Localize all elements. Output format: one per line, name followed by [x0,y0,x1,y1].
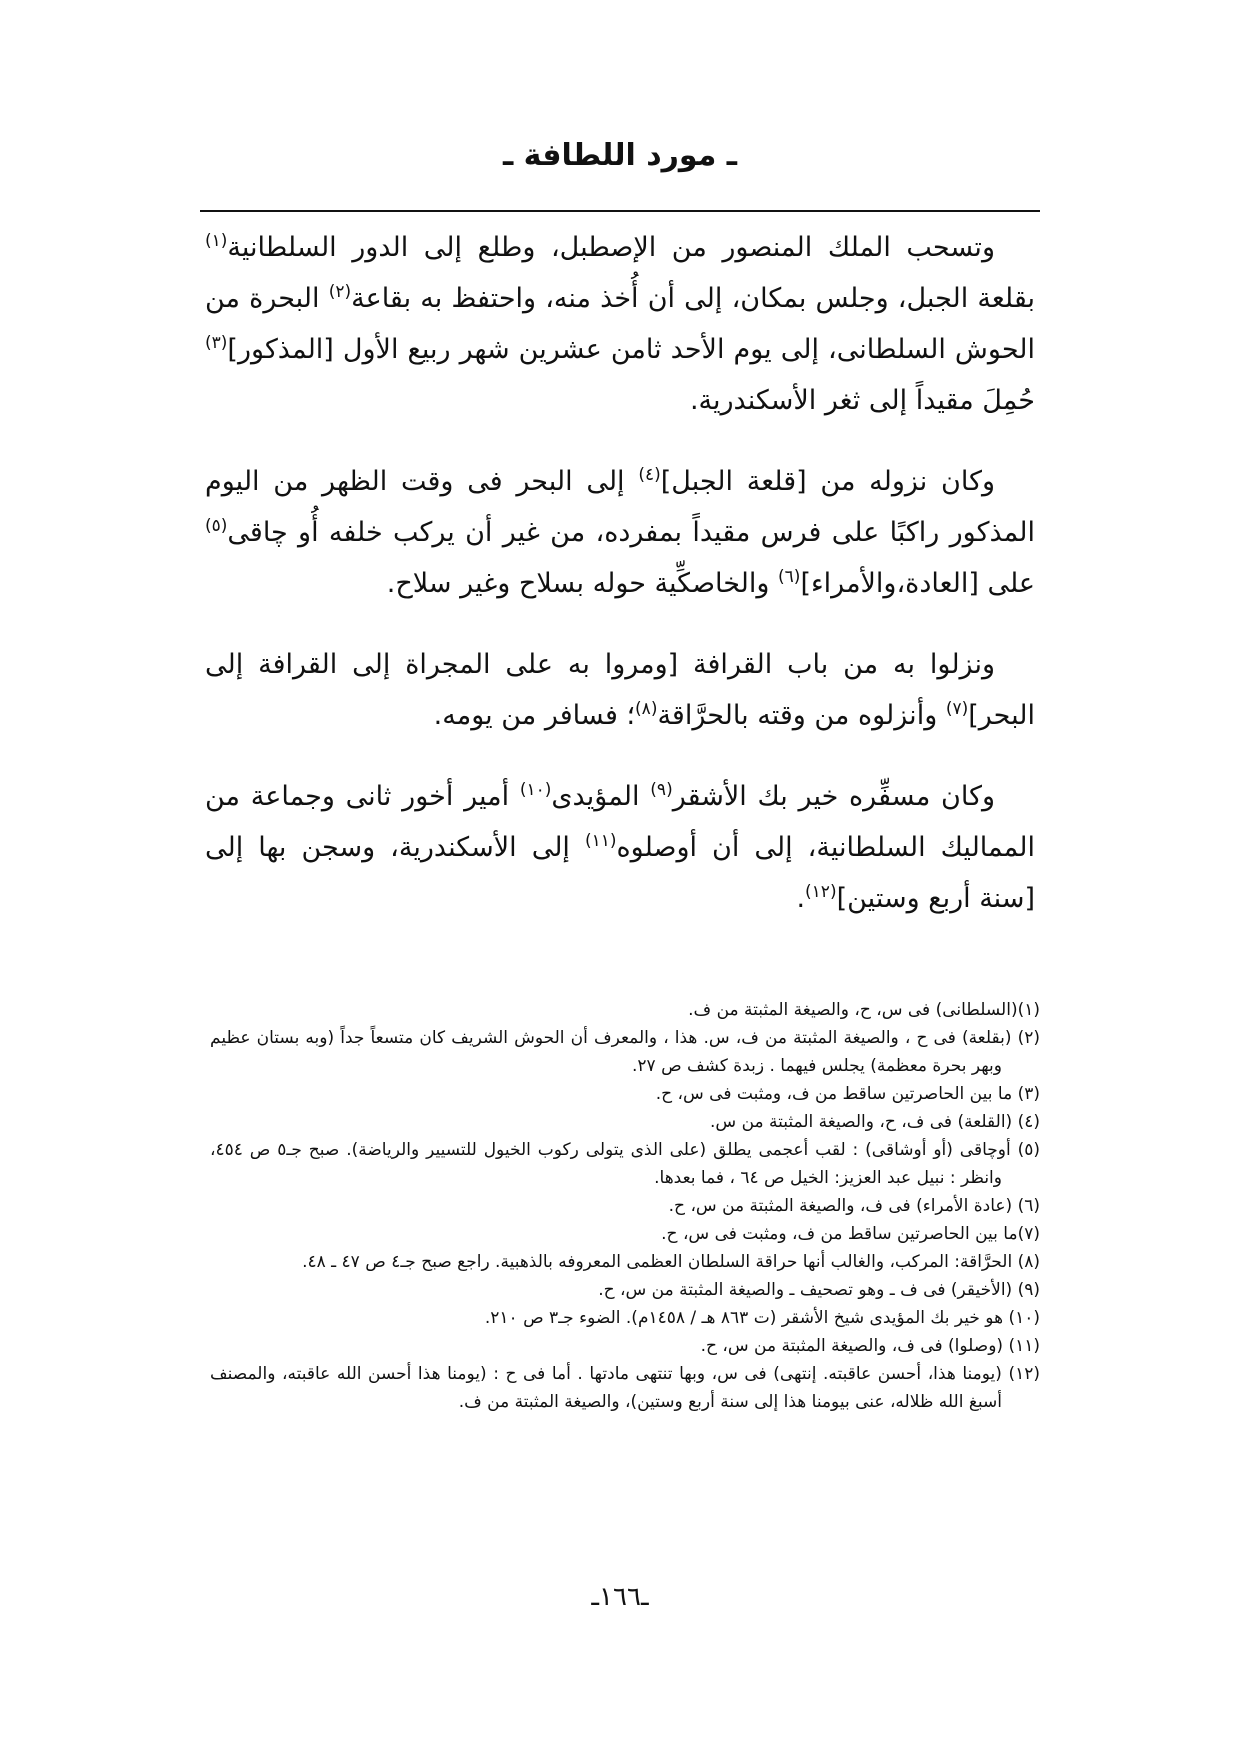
footnote-reference: (١٢) [805,882,837,902]
footnote-item: (٢) (بقلعة) فى ح ، والصيغة المثبتة من ف، س. هذا ، والمعرف أن الحوش الشريف كان متسعاً جداً (وبه بستان عظيم وبهر بحرة معظمة) يجلس فيهما . زبدة كشف ص ٢٧. [210,1028,1040,1076]
paragraph-text: إلى البحر فى وقت الظهر من اليوم المذكور راكبًا على فرس مقيداً بمفرده، من غير أن يركب خلفه أُو چاقى [205,466,1035,548]
paragraph-text: البحرة من الحوش السلطانى، إلى يوم الأحد ثامن عشرين شهر ربيع الأول [المذكور] [205,283,1035,365]
footnote-reference: (٩) [650,780,673,800]
footnote-reference: (٢) [328,282,352,302]
footnote-reference: (٨) [635,699,658,719]
footnote-reference: (٤) [638,465,661,485]
body-paragraph [205,639,1035,741]
paragraph-text: إلى الأسكندرية، وسجن بها إلى [سنة أربع وستين] [205,832,1035,914]
paragraph-text: والخاصكِّية حوله بسلاح وغير سلاح. [386,568,779,599]
footnote-item: (١)(السلطانى) فى س، ح، والصيغة المثبتة من ف. [688,1000,1040,1020]
paragraph-text: وأنزلوه من وقته بالحرَّاقة [657,700,946,731]
footnote-reference: (٥) [205,516,228,536]
footnote-item: (٨) الحرَّاقة: المركب، والغالب أنها حراقة السلطان العظمى المعروفه بالذهبية. راجع صبح جـ٤ ص ٤٧ ـ ٤٨. [302,1252,1040,1272]
header-rule [200,210,1040,212]
footnote-item: (١١) (وصلوا) فى ف، والصيغة المثبتة من س، ح. [700,1336,1040,1356]
paragraph-text: ونزلوا به من باب القرافة [ومروا به على المجراة إلى القرافة إلى البحر] [205,649,1035,731]
paragraph-text: . [796,883,806,914]
footnote-reference: (٧) [945,699,969,719]
footnotes-section [210,996,1040,1416]
footnote-item: (٧)ما بين الحاصرتين ساقط من ف، ومثبت فى س، ح. [661,1224,1040,1244]
paragraph-text: وكان مسفِّره خير بك الأشقر [672,781,995,812]
body-paragraph [205,222,1035,426]
paragraph-text: حُمِلَ مقيداً إلى ثغر الأسكندرية. [689,385,1035,416]
footnote-item: (١٢) (يومنا هذا، أحسن عاقبته. إنتهى) فى س، وبها تنتهى مادتها . أما فى ح : (يومنا هذا أحسن الله عاقبته، والمصنف أسبغ الله ظلاله، عنى بيومنا هذا إلى سنة أربع وستين)، والصيغة المثبتة من ف. [210,1364,1040,1412]
paragraph-text: ؛ فسافر من يومه. [433,700,636,731]
main-body-text [205,222,1035,924]
running-header-title: ـ مورد اللطافة ـ [502,138,737,173]
body-paragraph [205,771,1035,924]
footnote-item: (٩) (الأخيقر) فى ف ـ وهو تصحيف ـ والصيغة المثبتة من س، ح. [598,1280,1040,1300]
paragraph-text: أمير أخور ثانى وجماعة من المماليك السلطانية، إلى أن أوصلوه [205,781,1035,863]
paragraph-text: وكان نزوله من [قلعة الجبل] [660,466,995,497]
footnote-reference: (٣) [205,333,228,353]
body-paragraph [205,456,1035,609]
footnote-item: (٥) أوچاقى (أو أوشاقى) : لقب أعجمى يطلق (على الذى يتولى ركوب الخيول للتسيير والرياضة). صبح جـ٥ ص ٤٥٤، وانظر : نبيل عبد العزيز: الخيل ص ٦٤ ، فما بعدها. [210,1140,1040,1188]
footnote-reference: (١٠) [519,780,552,800]
footnote-item: (٦) (عادة الأمراء) فى ف، والصيغة المثبتة من س، ح. [668,1196,1040,1216]
paragraph-text: بقلعة الجبل، وجلس بمكان، إلى أن أُخذ منه، واحتفظ به بقاعة [351,283,1036,314]
footnote-item: (٣) ما بين الحاصرتين ساقط من ف، ومثبت فى س، ح. [655,1084,1040,1104]
footnote-reference: (١) [205,231,228,251]
paragraph-text: على [العادة،والأمراء] [800,568,1035,599]
paragraph-text: وتسحب الملك المنصور من الإصطبل، وطلع إلى الدور السلطانية [227,232,995,263]
footnote-reference: (٦) [778,567,801,587]
paragraph-text: المؤيدى [551,781,651,812]
page-number: ـ١٦٦ـ [591,1582,649,1612]
footnote-item: (١٠) هو خير بك المؤيدى شيخ الأشقر (ت ٨٦٣ هـ / ١٤٥٨م). الضوء جـ٣ ص ٢١٠. [484,1308,1040,1328]
footnote-item: (٤) (القلعة) فى ف، ح، والصيغة المثبتة من س. [710,1112,1040,1132]
footnote-reference: (١١) [584,831,617,851]
